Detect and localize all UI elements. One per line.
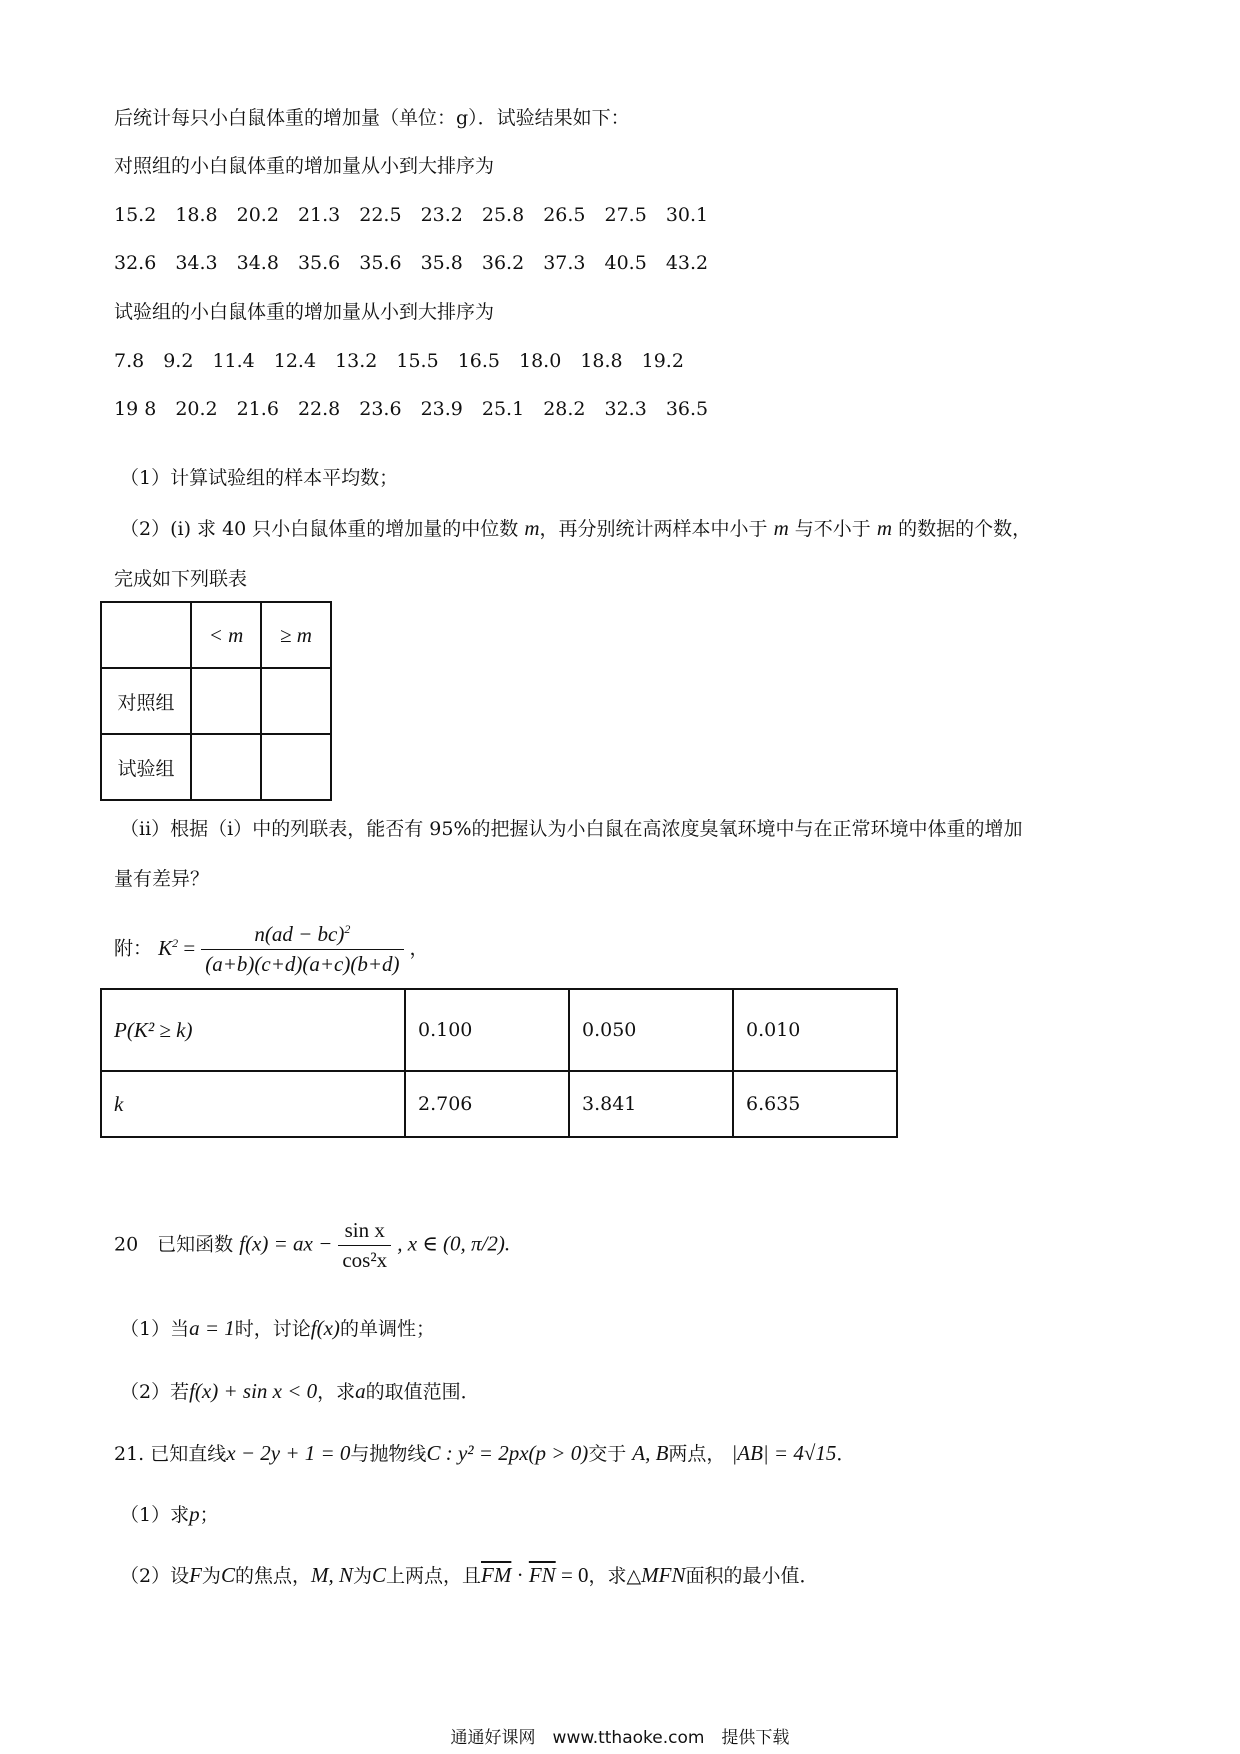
vector-fm: $\overline{FM}$ [481, 1563, 512, 1587]
data-value: 9.2 [163, 350, 194, 372]
data-value: 21.3 [297, 204, 341, 226]
data-value: 18.8 [175, 204, 218, 226]
text: （1）当 [120, 1318, 190, 1340]
q2-var-m: m [524, 516, 540, 540]
text: （1）求 [120, 1504, 190, 1526]
text: 时，讨论 [234, 1318, 311, 1340]
q2-var-m: m [876, 516, 893, 540]
math-expr: a [355, 1379, 366, 1403]
data-value: 23.2 [420, 204, 463, 226]
data-value: 28.2 [543, 398, 586, 420]
data-value: 20.2 [175, 398, 218, 420]
data-value: 18.8 [580, 350, 623, 372]
row-header-prob: P(K² ≥ k) [101, 989, 405, 1071]
data-value: 30.1 [665, 204, 709, 226]
dot-operator: · [511, 1563, 529, 1587]
p20-fraction [338, 1218, 391, 1273]
k-value: 2.706 [405, 1071, 569, 1137]
superscript: 2 [172, 935, 179, 950]
data-value: 26.5 [543, 204, 586, 226]
math-expr: M, N [310, 1563, 353, 1587]
text: （2）若 [120, 1381, 190, 1403]
row-header-test: 试验组 [101, 734, 191, 800]
table-corner-cell [101, 602, 191, 668]
table-cell [191, 668, 261, 734]
critical-value-table [100, 988, 898, 1138]
data-value: 25.8 [481, 204, 525, 226]
math-expr: C [220, 1563, 235, 1587]
question-2ii-line1: （ii）根据（i）中的列联表，能否有 95%的把握认为小白鼠在高浓度臭氧环境中与在正常环境中体重的增加 [120, 818, 1023, 840]
data-value: 32.6 [114, 252, 157, 274]
p21-question-2 [120, 1562, 819, 1589]
k-value: 6.635 [733, 1071, 897, 1137]
q2-text-2: ，再分别统计两样本中小于 [539, 518, 768, 540]
text: 为 [352, 1565, 372, 1587]
formula-denominator: (a+b)(c+d)(a+c)(b+d) [201, 949, 403, 977]
q2-text-4: 的数据的个数， [898, 518, 1032, 540]
p20-domain: , x ∈ (0, π/2). [397, 1231, 511, 1256]
p20-prefix: 20 已知函数 [114, 1233, 234, 1256]
table-cell [261, 668, 331, 734]
data-value: 19.2 [641, 350, 684, 372]
p20-numerator: sin x [344, 1218, 385, 1242]
row-header-control: 对照组 [101, 668, 191, 734]
question-2i [120, 515, 1031, 542]
data-value: 15.2 [114, 204, 157, 226]
control-row-2 [114, 250, 727, 276]
data-value: 36.2 [481, 252, 525, 274]
data-value: 13.2 [335, 350, 378, 372]
numerator-text: n(ad − bc) [254, 922, 345, 946]
text: ； [199, 1504, 219, 1526]
test-label: 试验组的小白鼠体重的增加量从小到大排序为 [114, 301, 495, 323]
text: 面积的最小值． [685, 1565, 819, 1587]
question-2ii-line2: 量有差异？ [114, 868, 210, 890]
row-header-k: k [101, 1071, 405, 1137]
data-value: 36.5 [665, 398, 709, 420]
appendix-label: 附： [114, 937, 153, 960]
data-value: 25.1 [481, 398, 525, 420]
data-value: 23.6 [359, 398, 402, 420]
appendix-formula [114, 922, 429, 977]
p21-question-1 [120, 1501, 219, 1528]
text: ． [836, 1443, 856, 1465]
q2-text-1: （2）(i) 求 40 只小白鼠体重的增加量的中位数 [120, 518, 519, 540]
p20-question-2 [120, 1378, 480, 1405]
formula-k: K [158, 935, 173, 960]
data-value: 35.8 [420, 252, 463, 274]
page-footer: 通通好课网 www.tthaoke.com 提供下载 [450, 1728, 790, 1748]
data-value: 43.2 [665, 252, 709, 274]
math-expr: = 0 [555, 1563, 589, 1587]
data-value: 20.2 [236, 204, 279, 226]
data-value: 12.4 [273, 350, 317, 372]
math-expr: C [371, 1563, 386, 1587]
formula-end: ， [409, 937, 429, 960]
superscript: 2 [344, 922, 351, 936]
problem-21 [114, 1440, 855, 1467]
question-1: （1）计算试验组的样本平均数； [120, 467, 399, 489]
intro-line: 后统计每只小白鼠体重的增加量（单位：g）．试验结果如下： [114, 107, 630, 129]
math-expr: f(x) [310, 1316, 340, 1340]
p20-denominator: cos²x [338, 1245, 391, 1273]
q2-text-3: 与不小于 [794, 518, 871, 540]
vector-fn: $\overline{FN}$ [528, 1563, 556, 1587]
data-value: 32.3 [604, 398, 647, 420]
prob-value: 0.010 [733, 989, 897, 1071]
formula-lhs: $K^2$ = [158, 935, 196, 960]
k-value: 3.841 [569, 1071, 733, 1137]
text: 与抛物线 [350, 1443, 427, 1465]
data-value: 15.5 [396, 350, 439, 372]
data-value: 22.5 [359, 204, 402, 226]
formula-numerator [201, 922, 403, 949]
table-cell [261, 734, 331, 800]
data-value: 34.3 [175, 252, 218, 274]
prob-value: 0.050 [569, 989, 733, 1071]
text: 交于 [588, 1443, 627, 1465]
text: 的单调性； [339, 1318, 435, 1340]
text: 21. 已知直线 [114, 1443, 227, 1465]
data-value: 34.8 [236, 252, 279, 274]
test-row-2 [114, 396, 727, 422]
q2-var-m: m [773, 516, 789, 540]
data-value: 22.8 [297, 398, 341, 420]
math-expr: f(x) + sin x < 0 [189, 1379, 318, 1403]
math-expr: a = 1 [189, 1316, 235, 1340]
text: （2）设 [120, 1565, 190, 1587]
text: 的焦点， [234, 1565, 311, 1587]
data-value: 16.5 [457, 350, 500, 372]
math-expr: C : y² = 2px(p > 0) [426, 1441, 589, 1465]
question-2i-line2: 完成如下列联表 [114, 568, 248, 590]
control-label: 对照组的小白鼠体重的增加量从小到大排序为 [114, 155, 495, 177]
data-value: 18.0 [519, 350, 562, 372]
data-value: 35.6 [359, 252, 402, 274]
data-value: 11.4 [212, 350, 255, 372]
data-value: 23.9 [420, 398, 463, 420]
math-expr: p [189, 1502, 200, 1526]
data-value: 21.6 [236, 398, 279, 420]
contingency-table [100, 601, 332, 801]
data-value: 35.6 [297, 252, 341, 274]
p20-question-1 [120, 1315, 435, 1342]
math-expr: F [189, 1563, 202, 1587]
table-cell [191, 734, 261, 800]
data-value: 40.5 [604, 252, 647, 274]
text: 的取值范围． [365, 1381, 480, 1403]
formula-fraction [201, 922, 403, 977]
text: 上两点，且 [386, 1565, 482, 1587]
text: ，求△ [588, 1565, 642, 1587]
math-expr: A, B [632, 1441, 669, 1465]
data-value: 19 8 [114, 398, 157, 420]
col-header-ge-m: ≥ m [261, 602, 331, 668]
text: ，求 [317, 1381, 356, 1403]
data-value: 37.3 [543, 252, 586, 274]
data-value: 27.5 [604, 204, 647, 226]
math-expr: x − 2y + 1 = 0 [226, 1441, 351, 1465]
col-header-lt-m: < m [191, 602, 261, 668]
math-expr: |AB| = 4√15 [731, 1441, 837, 1465]
data-value: 7.8 [114, 350, 145, 372]
control-row-1 [114, 202, 727, 228]
p20-function: f(x) = ax − [239, 1231, 333, 1256]
text: 为 [201, 1565, 221, 1587]
prob-value: 0.100 [405, 989, 569, 1071]
math-expr: MFN [641, 1563, 686, 1587]
test-row-1 [114, 348, 703, 374]
text: 两点， [668, 1443, 726, 1465]
problem-20 [114, 1218, 510, 1273]
